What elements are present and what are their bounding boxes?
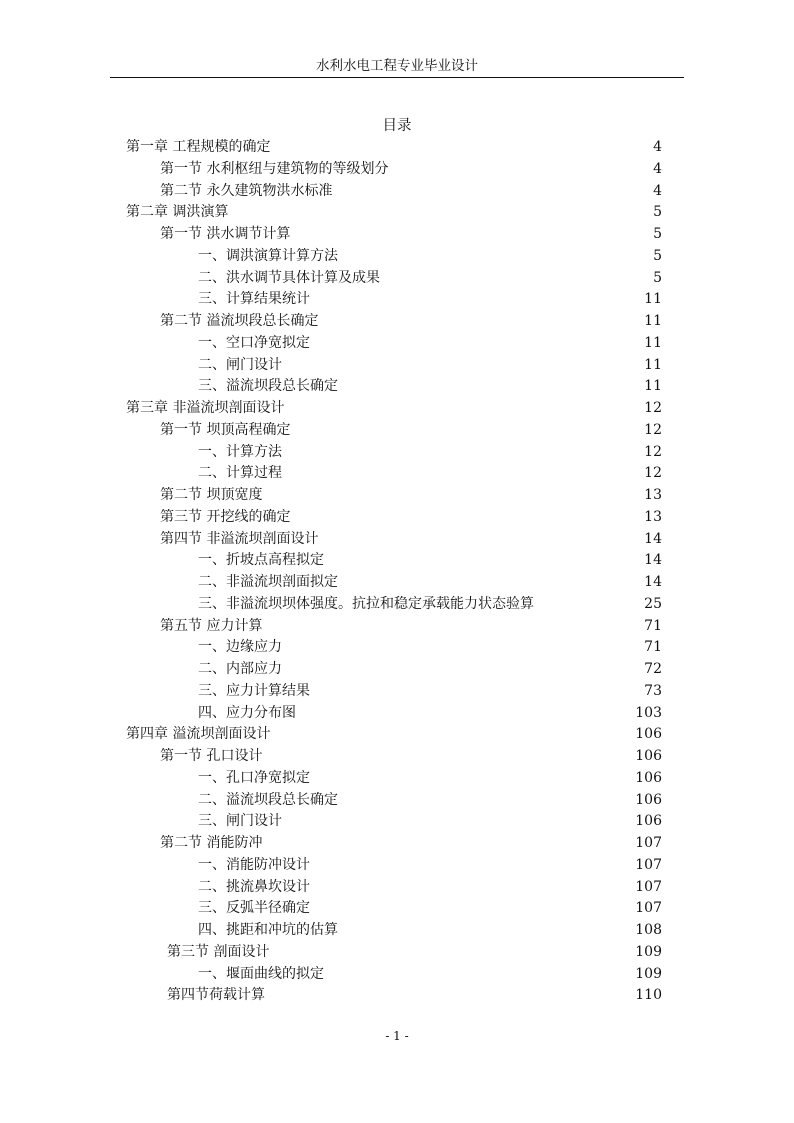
toc-entry[interactable] xyxy=(0,529,794,551)
toc-entry[interactable] xyxy=(0,920,794,942)
toc-entry-page: 106 xyxy=(635,748,662,764)
toc-entry-page: 106 xyxy=(635,791,662,808)
toc-entry-page: 5 xyxy=(653,269,662,286)
toc-entry-label: 一、调洪演算计算方法 xyxy=(198,247,338,264)
toc-entry[interactable] xyxy=(0,877,794,899)
toc-entry-page: 103 xyxy=(635,704,662,721)
toc-entry-page: 12 xyxy=(644,465,662,482)
toc-entry[interactable] xyxy=(0,420,794,442)
toc-entry-label: 一、空口净宽拟定 xyxy=(198,334,310,351)
toc-entry[interactable] xyxy=(0,616,794,638)
toc-entry-label: 第三节 开挖线的确定 xyxy=(160,508,291,525)
toc-entry-page: 12 xyxy=(644,443,662,460)
toc-entry-page: 106 xyxy=(635,726,662,743)
toc-entry[interactable] xyxy=(0,659,794,681)
toc-entry-page: 11 xyxy=(644,313,662,329)
page-number: - 1 - xyxy=(385,1029,409,1043)
toc-entry-page: 25 xyxy=(644,595,662,612)
toc-entry-page: 73 xyxy=(644,682,662,699)
toc-entry-label: 第四节荷载计算 xyxy=(167,987,265,1004)
toc-entry[interactable] xyxy=(0,202,794,224)
toc-entry-label: 二、溢流坝段总长确定 xyxy=(198,791,338,808)
toc-entry-page: 5 xyxy=(653,204,662,221)
toc-entry[interactable] xyxy=(0,268,794,290)
toc-entry[interactable] xyxy=(0,681,794,703)
toc-entry-label: 三、计算结果统计 xyxy=(198,291,310,308)
toc-entry-label: 一、计算方法 xyxy=(198,443,282,460)
toc-entry[interactable] xyxy=(0,833,794,855)
toc-entry-page: 4 xyxy=(653,139,662,155)
toc-entry[interactable] xyxy=(0,550,794,572)
toc-entry-page: 106 xyxy=(635,769,662,786)
toc-entry-label: 第二节 消能防冲 xyxy=(160,835,263,851)
toc-entry-label: 三、非溢流坝坝体强度。抗拉和稳定承载能力状态验算 xyxy=(198,595,534,612)
toc-entry[interactable] xyxy=(0,398,794,420)
toc-entry-label: 第三节 剖面设计 xyxy=(167,943,270,960)
toc-entry[interactable] xyxy=(0,746,794,768)
toc-entry-page: 109 xyxy=(635,965,662,982)
toc-entry[interactable] xyxy=(0,442,794,464)
toc-entry[interactable] xyxy=(0,637,794,659)
toc-entry-label: 第二章 调洪演算 xyxy=(126,204,229,221)
toc-entry[interactable] xyxy=(0,376,794,398)
toc-entry-page: 13 xyxy=(644,487,662,503)
toc-entry[interactable] xyxy=(0,594,794,616)
toc-entry-page: 13 xyxy=(644,508,662,525)
toc-entry[interactable] xyxy=(0,790,794,812)
toc-entry[interactable] xyxy=(0,768,794,790)
toc-entry-page: 5 xyxy=(653,247,662,264)
toc-entry-page: 110 xyxy=(635,987,662,1004)
toc-title: 目录 xyxy=(382,118,412,134)
toc-entry[interactable] xyxy=(0,724,794,746)
toc-entry-page: 107 xyxy=(635,900,662,917)
toc-entry[interactable] xyxy=(0,811,794,833)
toc-entry-page: 106 xyxy=(635,813,662,830)
toc-entry-label: 二、闸门设计 xyxy=(198,356,282,373)
toc-entry[interactable] xyxy=(0,355,794,377)
toc-entry-label: 三、应力计算结果 xyxy=(198,682,310,699)
toc-entry[interactable] xyxy=(0,311,794,333)
toc-entry-label: 第一节 洪水调节计算 xyxy=(160,226,291,242)
toc-entry-page: 109 xyxy=(635,943,662,960)
toc-entry-label: 一、孔口净宽拟定 xyxy=(198,769,310,786)
toc-entry-label: 一、堰面曲线的拟定 xyxy=(198,965,324,982)
toc-entry-label: 第一节 坝顶高程确定 xyxy=(160,421,291,438)
toc-entry-page: 11 xyxy=(644,291,662,308)
toc-entry[interactable] xyxy=(0,703,794,725)
toc-entry-page: 11 xyxy=(644,334,662,351)
toc-entry[interactable] xyxy=(0,289,794,311)
toc-entry-label: 三、溢流坝段总长确定 xyxy=(198,378,338,395)
toc-entry-label: 一、折坡点高程拟定 xyxy=(198,552,324,569)
toc-entry-page: 5 xyxy=(653,226,662,242)
toc-entry-page: 107 xyxy=(635,835,662,851)
toc-entry-label: 第四章 溢流坝剖面设计 xyxy=(126,726,271,743)
toc-entry-page: 12 xyxy=(644,421,662,438)
toc-entry-label: 二、洪水调节具体计算及成果 xyxy=(198,269,380,286)
toc-entry-label: 第一节 水利枢纽与建筑物的等级划分 xyxy=(160,160,389,177)
toc-entry[interactable] xyxy=(0,507,794,529)
toc-entry-label: 二、非溢流坝剖面拟定 xyxy=(198,574,338,590)
toc-entry[interactable] xyxy=(0,181,794,203)
toc-entry[interactable] xyxy=(0,137,794,159)
toc-entry-label: 三、闸门设计 xyxy=(198,813,282,830)
toc-entry-label: 二、挑流鼻坎设计 xyxy=(198,878,310,895)
toc-entry-label: 二、内部应力 xyxy=(198,661,282,677)
toc-entry-label: 第一章 工程规模的确定 xyxy=(126,139,271,155)
toc-entry-page: 72 xyxy=(644,661,662,677)
toc-entry-page: 4 xyxy=(653,160,662,177)
toc-entry-label: 第一节 孔口设计 xyxy=(160,748,263,764)
toc-entry[interactable] xyxy=(0,246,794,268)
toc-entry-label: 四、挑距和冲坑的估算 xyxy=(198,922,338,938)
toc-entry[interactable] xyxy=(0,855,794,877)
table-of-contents xyxy=(0,137,794,1007)
toc-entry-label: 一、消能防冲设计 xyxy=(198,856,310,873)
toc-entry[interactable] xyxy=(0,572,794,594)
toc-entry[interactable] xyxy=(0,159,794,181)
toc-entry-label: 第五节 应力计算 xyxy=(160,617,263,634)
toc-entry-label: 三、反弧半径确定 xyxy=(198,900,310,917)
toc-entry[interactable] xyxy=(0,463,794,485)
header-rule xyxy=(110,77,684,78)
toc-entry-page: 12 xyxy=(644,400,662,416)
toc-entry[interactable] xyxy=(0,985,794,1007)
toc-entry[interactable] xyxy=(0,333,794,355)
toc-entry[interactable] xyxy=(0,898,794,920)
toc-entry-label: 第二节 永久建筑物洪水标准 xyxy=(160,182,333,199)
toc-entry-label: 四、应力分布图 xyxy=(198,704,296,721)
toc-entry-label: 第二节 坝顶宽度 xyxy=(160,487,263,503)
toc-entry-page: 107 xyxy=(635,856,662,873)
toc-entry-page: 11 xyxy=(644,356,662,373)
toc-entry-label: 第四节 非溢流坝剖面设计 xyxy=(160,530,319,547)
toc-entry-label: 第二节 溢流坝段总长确定 xyxy=(160,313,319,329)
toc-entry-page: 71 xyxy=(644,639,662,656)
toc-entry-label: 一、边缘应力 xyxy=(198,639,282,656)
toc-entry-page: 14 xyxy=(644,530,662,547)
toc-entry-page: 4 xyxy=(653,182,662,199)
toc-entry-label: 二、计算过程 xyxy=(198,465,282,482)
toc-entry-page: 71 xyxy=(644,617,662,634)
toc-entry[interactable] xyxy=(0,485,794,507)
toc-entry-page: 108 xyxy=(635,922,662,938)
toc-entry[interactable] xyxy=(0,942,794,964)
header-title: 水利水电工程专业毕业设计 xyxy=(316,58,478,74)
toc-entry[interactable] xyxy=(0,224,794,246)
toc-entry[interactable] xyxy=(0,964,794,986)
toc-entry-page: 14 xyxy=(644,574,662,590)
toc-entry-page: 14 xyxy=(644,552,662,569)
toc-entry-page: 11 xyxy=(644,378,662,395)
toc-entry-label: 第三章 非溢流坝剖面设计 xyxy=(126,400,285,416)
toc-entry-page: 107 xyxy=(635,878,662,895)
